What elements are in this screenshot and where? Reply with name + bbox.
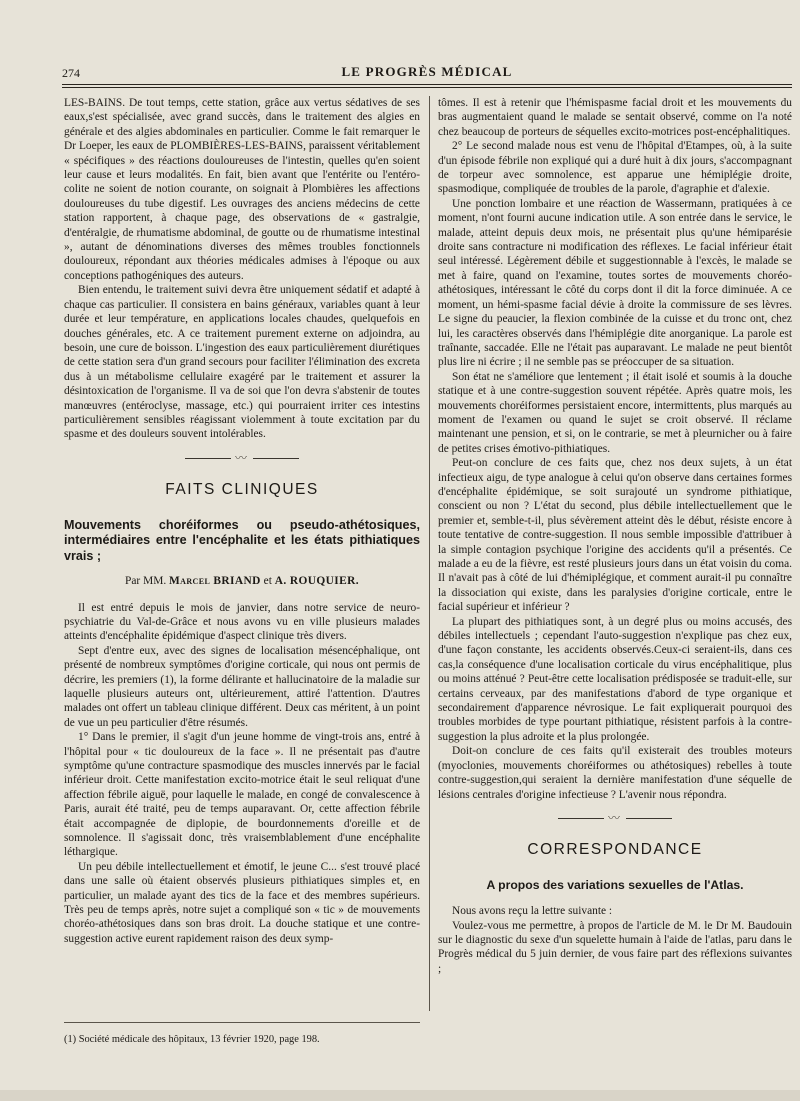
paragraph: Peut-on conclure de ces faits que, chez nos deux sujets, à un état infectieux aigu, de type analogue à celui qu'on observe dans certaines formes d'encéphalite épidémique, se soit surajouté un syndrome pithiatique, conscient ou non ? L'état du second, plus débile intellectuellement que le premier et, semble-t-il, plus sévèrement atteint dès le début, résiste encore à toute tentative de contre-suggestion. Il nous semble impossible d'attribuer à la simple contagion psychique l'origine des accidents qu'il a présentés. Ce malade a eu de la fièvre, est resté plusieurs jours dans un état voisin du coma. Il n'avait pas à côté de lui d'hémiplégique, et comment aurait-il pu connaître la dissociation qui existe, dans les paralysies d'origine corticale, entre le facial supérieur et inférieur ? [438,457,792,614]
byline-author-1: Marcel BRIAND [169,575,261,588]
paragraph: Son état ne s'améliore que lentement ; il était isolé et soumis à la douche statique et à une contre-suggestion souvent répétée. Après quatre mois, les mouvements choréiformes persistaient encore, intermittents, plus marqués au moment de l'examen ou quand le sujet se croit observé. Il réclame maintenant une pension, et si, on le contrarie, se met à pleurnicher ou à faire de petites crises émotivo-pithiatiques. [438,370,792,455]
byline-and: et [263,575,272,588]
page-number: 274 [62,66,80,80]
paragraph: LES-BAINS. De tout temps, cette station, grâce aux vertus sédatives de ses eaux,s'est spécialisée, avec grand succès, dans le traitement des algies en générale et des algies abdominales en particulier. Comme le fait remarquer le Dr Loeper, les eaux de PLOMBIÈRES-LES-BAINS, paraissent véritablement « spécifiques » des réactions douloureuses de l'intestin, quelles qu'en soient leur cause et leurs modalités. En fait, bien avant que l'entérite ou l'entéro-colite ne soient de notion courante, on soignait à Plombières les affections douloureuses du tube digestif. Les ouvrages des anciens médecins de cette station rapportent, à chaque page, des observations de « gastralgie, d'entéralgie, de rhumatisme abdominal, de goutte ou de rhumatisme intestinal », autant de dénominations diverses des mêmes troubles fonctionnels douloureux, répondant aux théories médicales admises à l'époque ou aux conceptions pathogéniques des auteurs. [64,97,420,282]
paragraph: Un peu débile intellectuellement et émotif, le jeune C... s'est trouvé placé dans une salle où étaient observés plusieurs pithiatiques simples et, en particulier, un malade ayant des tics de la face et des membres supérieurs. Très peu de temps après, notre sujet a compliqué son « tic » de mouvements choréo-athétosiques dans son bras droit. La douche statique et une contre-suggestion active eurent rapidement raison des deux symp- [64,860,420,945]
paragraph: tômes. Il est à retenir que l'hémispasme facial droit et les mouvements du bras augmentaient quand le malade se sentait observé, comme on l'a noté chez beaucoup de porteurs de séquelles excito-motrices post-encéphalitiques. [438,97,792,138]
byline [64,574,420,588]
header-rule [62,84,792,88]
byline-author-2: A. ROUQUIER. [274,575,359,588]
section-title-faits-cliniques: FAITS CLINIQUES [165,481,319,499]
paragraph: Il est entré depuis le mois de janvier, dans notre service de neuro-psychiatrie du Val-de-Grâce et nous avons vu en ville plusieurs malades atteints d'encéphalite épidémique d'aspect clinique très divers. [64,601,420,643]
paragraph: Voulez-vous me permettre, à propos de l'article de M. le Dr M. Baudouin sur le diagnostic du sexe d'un squelette humain à l'aide de l'atlas, paru dans le Progrès médical du 5 juin dernier, de vous faire part des réflexions suivantes ; [438,919,792,975]
left-column [64,96,420,946]
footnote-rule [64,1022,420,1023]
paragraph: Nous avons reçu la lettre suivante : [452,905,613,918]
section-title-correspondance: CORRESPONDANCE [527,841,703,859]
footnote: (1) Société médicale des hôpitaux, 13 février 1920, page 198. [64,1034,320,1045]
paragraph: Sept d'entre eux, avec des signes de localisation mésencéphalique, ont présenté de nombreux symptômes d'origine corticale, qui nous ont permis de décrire, les premiers (1), la forme délirante et hallucinatoire de la maladie sur laquelle plusieurs auteurs ont, ultérieurement, attiré l'attention. D'autres malades ont offert un tableau clinique différent. Deux cas méritent, à un point de vue un peu particulier d'être résumés. [64,644,420,729]
paragraph: 2° Le second malade nous est venu de l'hôpital d'Etampes, où, à la suite d'un épisode fébrile non expliqué qui a duré huit à dix jours, s'accompagnant de torpeur avec somnolence, est apparue une hémiplégie droite, spasmodique, compliquée de troubles de la parole, d'agraphie et d'alexie. [438,140,792,196]
section-divider: 〰 [438,810,792,825]
section-divider: 〰 [64,450,420,465]
paragraph: Doit-on conclure de ces faits qu'il existerait des troubles moteurs (myoclonies, mouvements choréiformes ou athétosiques) rebelles à toute contre-suggestion,qui seraient la dernière manifestation d'une séquelle de lésions centrales d'origine infectieuse ? L'avenir nous répondra. [438,745,792,801]
paragraph: 1° Dans le premier, il s'agit d'un jeune homme de vingt-trois ans, entré à l'hôpital pour « tic douloureux de la face ». Il ne présentait pas d'autre symptôme qu'une contracture spasmodique des muscles innervés par le facial inférieur droit. Cette manifestation excito-motrice était le seul reliquat d'une affection fébrile aiguë, pour laquelle le malade, en congé de convalescence à Paris, aurait été traité, peu de temps auparavant. Or, cette affection fébrile était accompagnée de diplopie, de bourdonnements d'oreille et de somnolence. Il s'agissait donc, très vraisemblablement d'une encéphalite léthargique. [64,731,420,859]
correspondance-title: A propos des variations sexuelles de l'Atlas. [486,877,744,892]
right-column [438,96,792,976]
article-title: Mouvements choréiformes ou pseudo-athétosiques, intermédiaires entre l'encéphalite et les états pithiatiques vrais ; [64,517,420,563]
column-rule [429,96,430,1011]
page-bottom-edge [0,1090,800,1101]
paragraph: Une ponction lombaire et une réaction de Wassermann, pratiquées à ce moment, n'ont fourni aucune indication utile. A son entrée dans le service, le malade, atteint depuis deux mois, ne présentait plus qu'une hémiparésie droite sans contracture ni modification des réflexes. Le facial inférieur était seul intéressé. Légèrement débile et suggestionnable à l'excès, le malade se met à faire, quand on l'examine, toutes sortes de mouvements choréo-athétosiques, intéressant le côté du corps dont il dit la force diminuée. A ce moment, un hémi-spasme facial dévie à droite la commissure de ses lèvres. Le signe du peaucier, la flexion combinée de la cuisse et du tronc ont, chez lui, les caractères observés dans l'hémiplégie dite anorganique. La parole est traînante, saccadée. Elle ne l'était pas auparavant. Le malade ne peut bientôt plus lire ni écrire ; il ne semble pas se préoccuper de sa situation. [438,197,792,369]
paragraph: Bien entendu, le traitement suivi devra être uniquement sédatif et adapté à chaque cas particulier. Il consistera en bains généraux, variables quant à leur durée et leur température, en applications locales chaudes, quelquefois en douches générales, etc. A ce traitement purement externe on adjoindra, au besoin, une cure de boisson. L'ingestion des eaux particulièrement diurétiques de cette station sera d'un grand secours pour faciliter l'élimination des excreta dus à un métabolisme cellulaire exagéré par le traitement et assurer la désintoxication de l'organisme. Il va de soi que l'on devra s'abstenir de toutes manœuvres (entéroclyse, massage, etc.) qui pourraient irriter ces intestins particulièrement sensibles réagissant violemment à toute excitation par du spasme et des douleurs souvent intolérables. [64,284,420,441]
journal-title: LE PROGRÈS MÉDICAL [341,64,513,79]
page-header [62,62,792,88]
paragraph: La plupart des pithiatiques sont, à un degré plus ou moins accusés, des débiles intellectuels ; cependant l'auto-suggestion n'explique pas chez eux, d'une façon constante, les accidents observés.Ceux-ci seraient-ils, dans ces cas,la conséquence d'une localisation corticale du virus encéphalitique, plus ou moins atténué ? Peut-être cette localisation prédisposée se traduit-elle, sur certains cerveaux, par des manifestations d'abord de type organique et secondairement d'apparence névrosique. Le fait expliquerait pourquoi des troubles morbides de type pourtant pithiatique, résistent parfois à la contre-suggestion la plus adroite et la plus prolongée. [438,615,792,743]
byline-prefix: Par MM. [125,575,167,588]
